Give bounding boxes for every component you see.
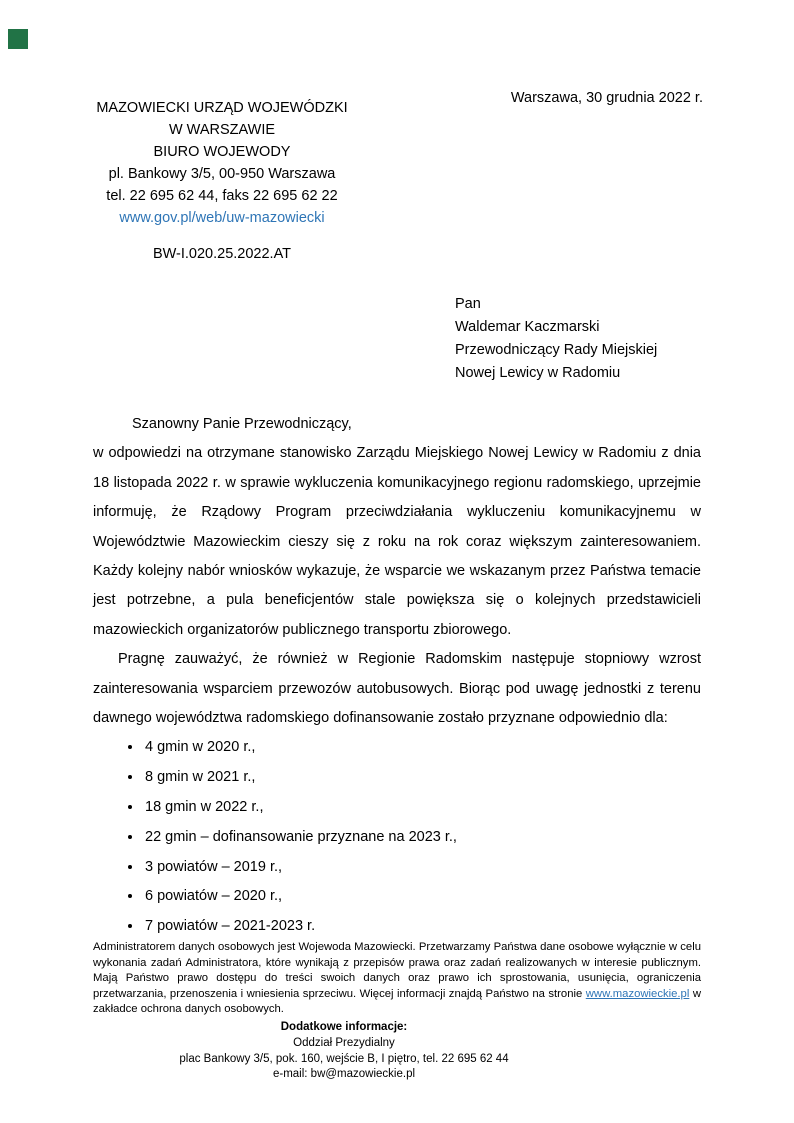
paragraph-2: Pragnę zauważyć, że również w Regionie Radomskim następuje stopniowy wzrost zainteresowania wsparciem przewozów autobusowych. Biorąc pod uwagę jednostki z terenu dawnego województwa radomskiego dofinansowanie zostało przyznane odpowiednio dla: xyxy=(93,651,701,727)
footer-address-line: plac Bankowy 3/5, pok. 160, wejście B, I piętro, tel. 22 695 62 44 xyxy=(179,1052,509,1065)
list-item: • 6 powiatów – 2020 r., xyxy=(143,882,701,912)
additional-info-heading: Dodatkowe informacje: xyxy=(280,1021,408,1033)
date-line: Warszawa, 30 grudnia 2022 r. xyxy=(510,90,703,106)
grants-list xyxy=(93,733,701,942)
sender-address: pl. Bankowy 3/5, 00-950 Warszawa xyxy=(108,166,336,182)
recipient-role-line1: Przewodniczący Rady Miejskiej xyxy=(455,342,658,358)
list-item: • 22 gmin – dofinansowanie przyznane na 2023 r., xyxy=(143,823,701,853)
sender-website-link[interactable]: www.gov.pl/web/uw-mazowiecki xyxy=(119,210,325,226)
reference-number: BW-I.020.25.2022.AT xyxy=(152,246,292,262)
sender-office: BIURO WOJEWODY xyxy=(153,144,291,160)
list-item: • 3 powiatów – 2019 r., xyxy=(143,853,701,883)
sender-phone-fax: tel. 22 695 62 44, faks 22 695 62 22 xyxy=(106,188,338,204)
list-item: • 7 powiatów – 2021-2023 r. xyxy=(143,912,701,942)
privacy-notice xyxy=(93,940,701,1018)
recipient-role-line2: Nowej Lewicy w Radomiu xyxy=(455,365,621,381)
salutation: Szanowny Panie Przewodniczący, xyxy=(132,416,352,432)
sender-org-name: MAZOWIECKI URZĄD WOJEWÓDZKI xyxy=(96,100,348,116)
sender-block xyxy=(93,97,351,265)
recipient-name: Waldemar Kaczmarski xyxy=(455,319,600,335)
list-item: • 8 gmin w 2021 r., xyxy=(143,763,701,793)
footer-contact-block xyxy=(93,1020,595,1083)
green-square-logo xyxy=(8,29,28,49)
privacy-website-link[interactable]: www.mazowieckie.pl xyxy=(585,987,690,1000)
paragraph-1: w odpowiedzi na otrzymane stanowisko Zarządu Miejskiego Nowej Lewicy w Radomiu z dnia 18 listopada 2022 r. w sprawie wykluczenia komunikacyjnego regionu radomskiego, uprzejmie informuję, że Rządowy Program przeciwdziałania wykluczeniu komunikacyjnemu w Województwie Mazowieckim cieszy się z roku na rok coraz większym zainteresowaniem. Każdy kolejny nabór wniosków wykazuje, że wsparcie we wskazanym przez Państwa temacie jest potrzebne, a pula beneficjentów stale powiększa się o kolejnych przedstawicieli mazowieckich organizatorów publicznego transportu zbiorowego. xyxy=(93,445,701,638)
list-item: • 18 gmin w 2022 r., xyxy=(143,793,701,823)
department-line: Oddział Prezydialny xyxy=(293,1036,395,1049)
footer-email-line: e-mail: bw@mazowieckie.pl xyxy=(272,1068,416,1081)
privacy-text-after: w zakładce ochrona danych osobowych. xyxy=(93,987,701,1016)
letter-body xyxy=(93,410,701,942)
list-item: • 4 gmin w 2020 r., xyxy=(143,733,701,763)
recipient-block xyxy=(455,293,657,385)
recipient-title: Pan xyxy=(455,296,481,312)
privacy-text-before: Administratorem danych osobowych jest Wojewoda Mazowiecki. Przetwarzamy Państwa dane osobowe wyłącznie w celu wykonania zadań Administratora, które wynikają z przepisów prawa oraz zadań realizowanych w interesie publicznym. Mają Państwo prawo dostępu do treści swoich danych oraz prawo ich sprostowania, usunięcia, ograniczenia przetwarzania, przenoszenia i wniesienia sprzeciwu. Więcej informacji znajdą Państwo na stronie xyxy=(93,941,701,1000)
sender-org-city: W WARSZAWIE xyxy=(168,122,276,138)
